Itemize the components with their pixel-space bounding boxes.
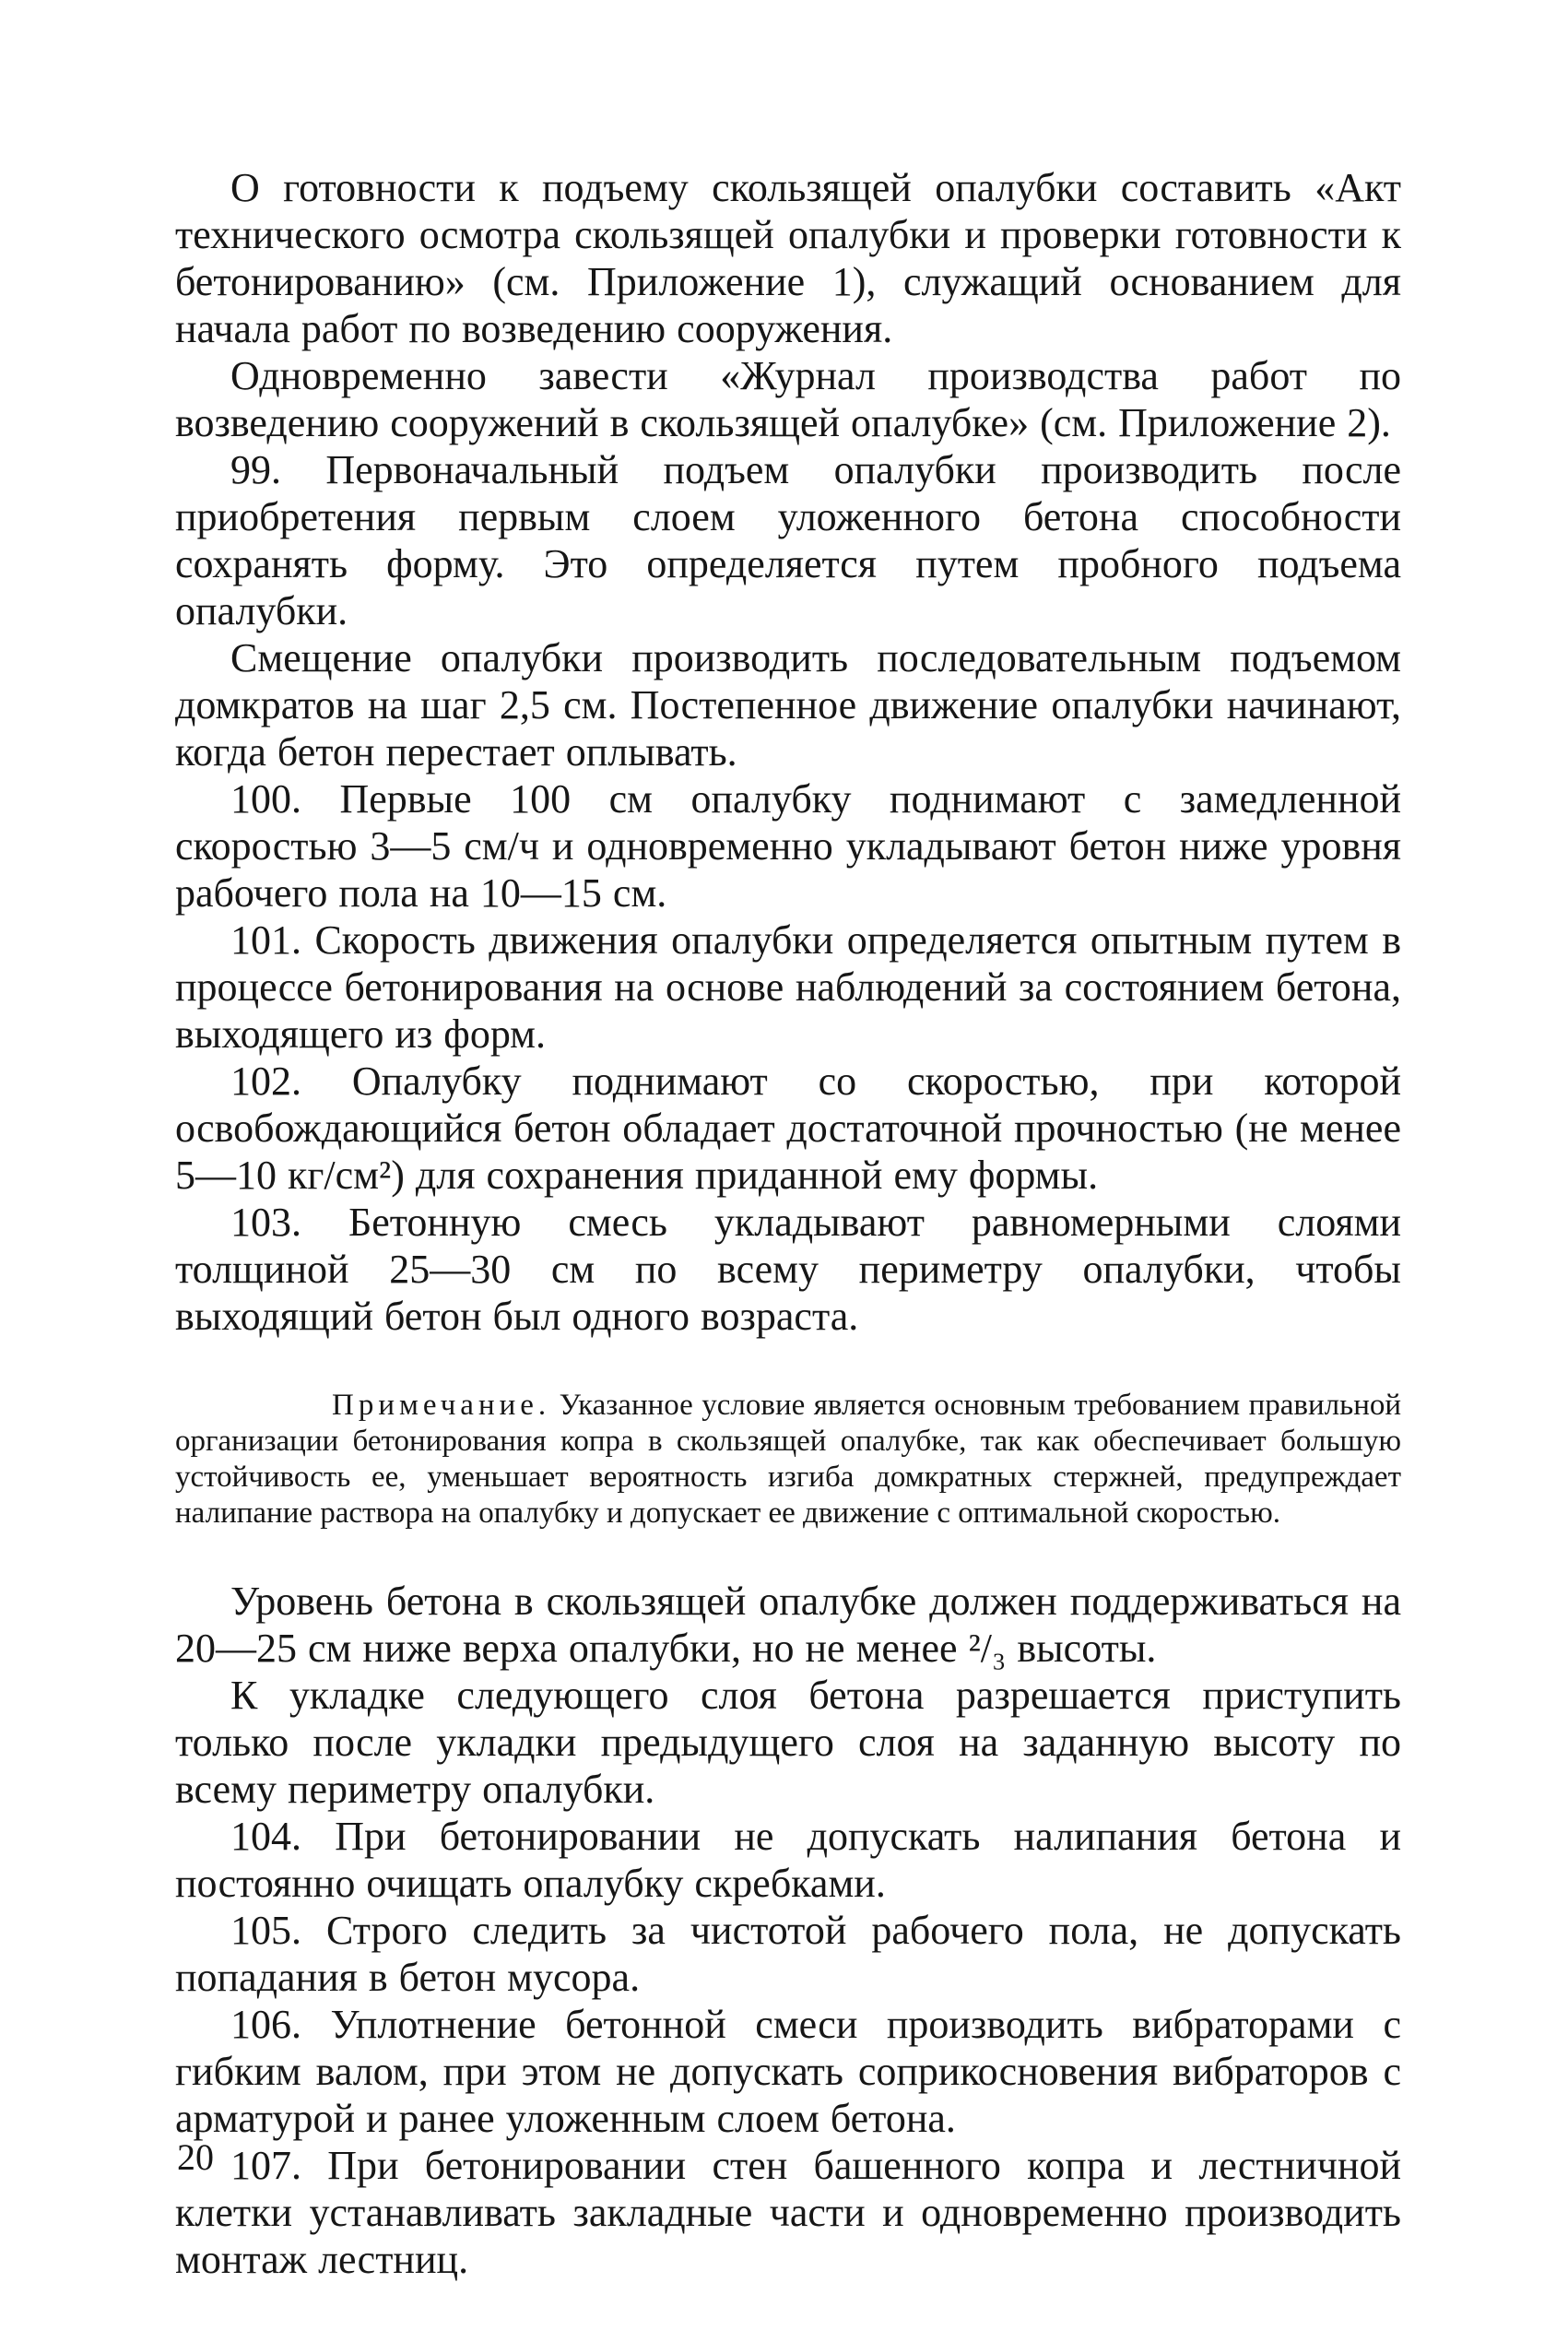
paragraph-next-layer: К укладке следующего слоя бетона разрешается приступить только после укладки предыдущего слоя на заданную высоту по всему периметру опалубки. (175, 1673, 1401, 1812)
paragraph-106: 106. Уплотнение бетонной смеси производить вибраторами с гибким валом, при этом не допускать соприкосновения вибраторов с арматурой и ранее уложенным слоем бетона. (175, 2002, 1401, 2141)
paragraph-concrete-level: Уровень бетона в скользящей опалубке должен поддерживаться на 20—25 см ниже верха опалубки, но не менее ²/₃ высоты. (175, 1579, 1401, 1671)
paragraph-107: 107. При бетонировании стен башенного копра и лестничной клетки устанавливать закладные части и одновременно производить монтаж лестниц. (175, 2143, 1401, 2282)
note-text: Указанное условие является основным требованием правильной организации бетонирования копра в скользящей опалубке, так как обеспечивает большую устойчивость ее, уменьшает вероятность изгиба домкратных стержней, предупреждает налипание раствора на опалубку и допускает ее движение с оптимальной скоростью. (175, 1389, 1402, 1530)
paragraph-104: 104. При бетонировании не допускать налипания бетона и постоянно очищать опалубку скребками. (175, 1814, 1401, 1906)
page-number: 20 (177, 2136, 214, 2178)
note-paragraph (175, 1388, 1401, 1532)
note-block (175, 1388, 1401, 1532)
paragraph-102: 102. Опалубку поднимают со скоростью, при которой освобождающийся бетон обладает достаточной прочностью (не менее 5—10 кг/см²) для сохранения приданной ему формы. (175, 1059, 1401, 1198)
paragraph-101: 101. Скорость движения опалубки определяется опытным путем в процессе бетонирования на основе наблюдений за состоянием бетона, выходящего из форм. (175, 917, 1401, 1057)
paragraph-acceptance-act: О готовности к подъему скользящей опалубки составить «Акт технического осмотра скользящей опалубки и проверки готовности к бетонированию» (см. Приложение 1), служащий основанием для начала работ по возведению сооружения. (175, 165, 1401, 351)
paragraph-99: 99. Первоначальный подъем опалубки производить после приобретения первым слоем уложенного бетона способности сохранять форму. Это определяется путем пробного подъема опалубки. (175, 447, 1401, 633)
paragraph-105: 105. Строго следить за чистотой рабочего пола, не допускать попадания в бетон мусора. (175, 1908, 1401, 2000)
paragraph-100: 100. Первые 100 см опалубку поднимают с замедленной скоростью 3—5 см/ч и одновременно укладывают бетон ниже уровня рабочего пола на 10—15 см. (175, 776, 1401, 916)
note-label: Примечание. (332, 1389, 551, 1422)
paragraph-103: 103. Бетонную смесь укладывают равномерными слоями толщиной 25—30 см по всему периметру опалубки, чтобы выходящий бетон был одного возраста. (175, 1200, 1401, 1339)
page-body (175, 164, 1401, 2283)
paragraph-work-journal: Одновременно завести «Журнал производства работ по возведению сооружений в скользящей опалубке» (см. Приложение 2). (175, 353, 1401, 445)
paragraph-formwork-shift: Смещение опалубки производить последовательным подъемом домкратов на шаг 2,5 см. Постепенное движение опалубки начинают, когда бетон перестает оплывать. (175, 635, 1401, 775)
